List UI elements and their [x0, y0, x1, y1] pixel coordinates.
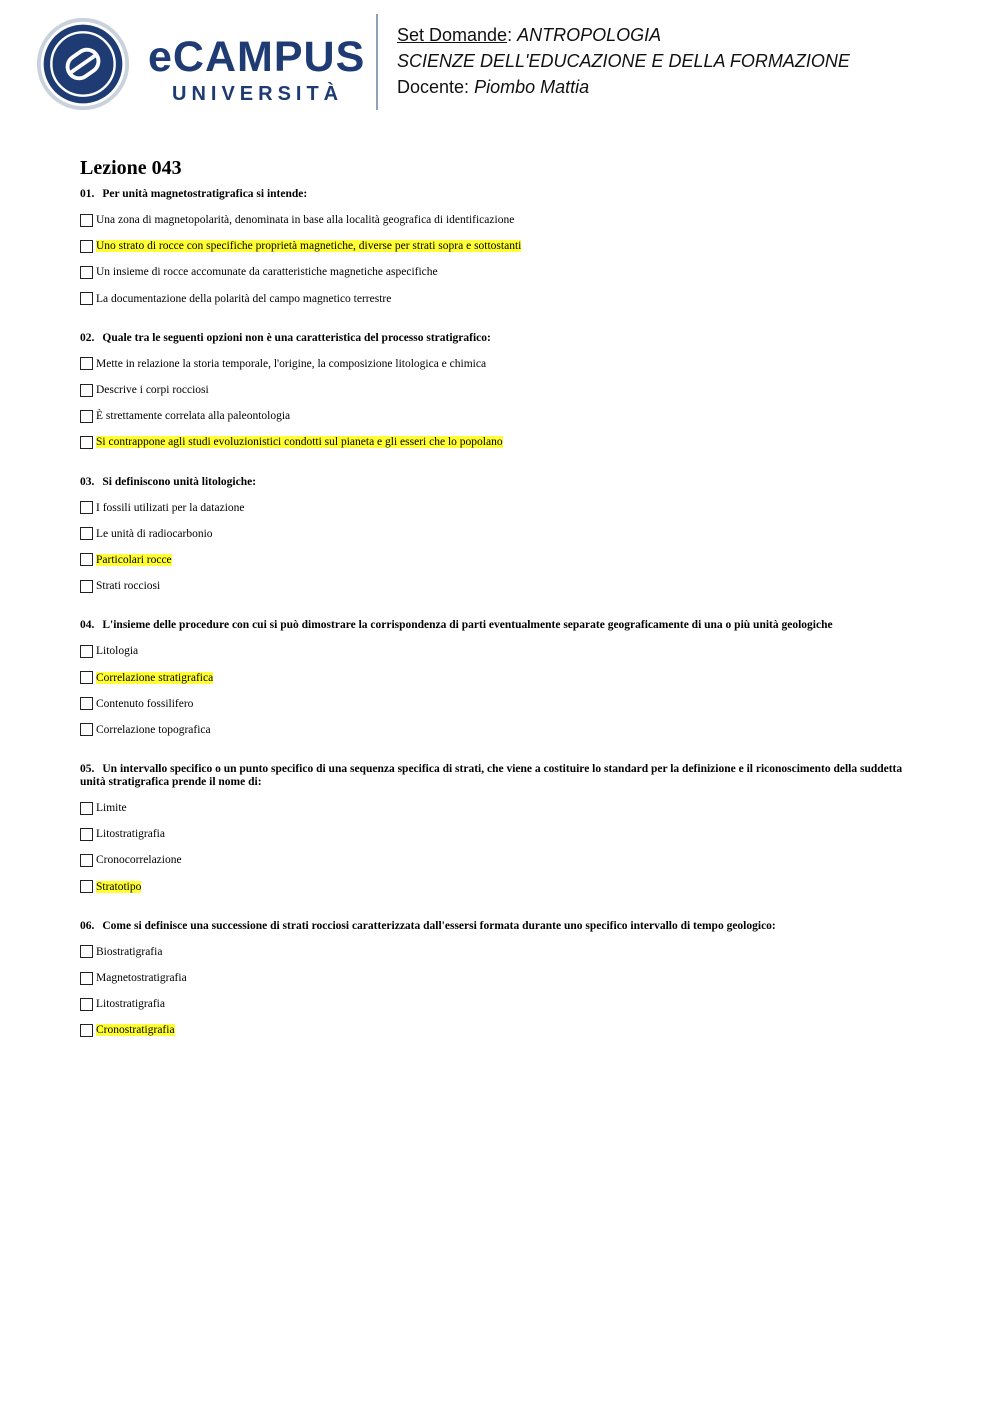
question-block	[80, 920, 920, 1044]
question-prompt: Per unità magnetostratigrafica si intende:	[102, 188, 308, 200]
answer-option[interactable]	[80, 991, 920, 1017]
answer-option[interactable]	[80, 377, 920, 403]
answer-label-highlighted: Correlazione stratigrafica	[96, 671, 214, 684]
answer-checkbox[interactable]	[80, 645, 93, 658]
answer-option[interactable]	[80, 1017, 920, 1043]
answer-label: È strettamente correlata alla paleontologia	[96, 410, 291, 423]
answer-label: Litologia	[96, 645, 139, 658]
answer-checkbox[interactable]	[80, 240, 93, 253]
question-prompt: Quale tra le seguenti opzioni non è una caratteristica del processo stratigrafico:	[102, 331, 491, 344]
quiz-content	[80, 156, 920, 1064]
answer-option[interactable]	[80, 638, 920, 664]
answer-label: Strati rocciosi	[96, 580, 161, 593]
logo-subtitle: UNIVERSITÀ	[172, 83, 344, 105]
answer-label-highlighted: Uno strato di rocce con specifiche proprietà magnetiche, diverse per strati sopra e sottostanti	[96, 240, 522, 253]
answer-label-highlighted: Particolari rocce	[96, 553, 172, 566]
answer-option[interactable]	[80, 521, 920, 547]
answer-label: Biostratigrafia	[96, 945, 163, 958]
answer-checkbox[interactable]	[80, 972, 93, 985]
answer-checkbox[interactable]	[80, 553, 93, 566]
answer-label-highlighted: Si contrappone agli studi evoluzionistici condotti sul pianeta e gli esseri che lo popolano	[96, 436, 503, 449]
answer-checkbox[interactable]	[80, 501, 93, 514]
question-number: 05.	[80, 763, 95, 775]
question-number: 02.	[80, 331, 95, 344]
set-value: ANTROPOLOGIA	[517, 25, 662, 45]
teacher-name: Piombo Mattia	[474, 77, 590, 97]
answer-option[interactable]	[80, 573, 920, 599]
answer-option[interactable]	[80, 939, 920, 965]
ecampus-emblem-icon	[35, 16, 131, 112]
question-list	[80, 188, 920, 1044]
answer-checkbox[interactable]	[80, 410, 93, 423]
answer-label: Limite	[96, 802, 127, 815]
answer-option[interactable]	[80, 351, 920, 377]
answer-label: Correlazione topografica	[96, 723, 211, 736]
question-text	[80, 763, 920, 789]
question-text	[80, 332, 920, 345]
answer-checkbox[interactable]	[80, 854, 93, 867]
answer-option[interactable]	[80, 429, 920, 455]
question-prompt: Un intervallo specifico o un punto specifico di una sequenza specifica di strati, che viene a costituire lo standard per la definizione e il riconoscimento della suddetta unità stratigrafica prende il nome di:	[80, 763, 903, 788]
question-text	[80, 188, 920, 201]
answer-label: Una zona di magnetopolarità, denominata in base alla località geografica di identificazione	[96, 214, 515, 227]
answer-checkbox[interactable]	[80, 214, 93, 227]
question-block	[80, 188, 920, 312]
answer-checkbox[interactable]	[80, 828, 93, 841]
answer-label-highlighted: Cronostratigrafia	[96, 1024, 175, 1037]
lesson-title: Lezione 043	[80, 157, 182, 179]
logo-wordmark: eCAMPUS	[148, 33, 366, 81]
answer-checkbox[interactable]	[80, 1024, 93, 1037]
answer-option[interactable]	[80, 717, 920, 743]
answer-checkbox[interactable]	[80, 671, 93, 684]
answer-checkbox[interactable]	[80, 384, 93, 397]
answer-label: I fossili utilizati per la datazione	[96, 501, 245, 514]
answer-checkbox[interactable]	[80, 580, 93, 593]
teacher-line	[397, 74, 850, 100]
answer-label: Un insieme di rocce accomunate da caratteristiche magnetiche aspecifiche	[96, 266, 438, 279]
question-prompt: Come si definisce una successione di strati rocciosi caratterizzata dall'essersi formata durante uno specifico intervallo di tempo geologico:	[102, 919, 776, 932]
question-block	[80, 476, 920, 600]
question-text	[80, 920, 920, 933]
question-prompt: Si definiscono unità litologiche:	[102, 475, 257, 488]
answer-label: Contenuto fossilifero	[96, 697, 194, 710]
answer-checkbox[interactable]	[80, 357, 93, 370]
question-block	[80, 332, 920, 456]
answer-label-highlighted: Stratotipo	[96, 880, 142, 893]
answer-checkbox[interactable]	[80, 436, 93, 449]
answer-checkbox[interactable]	[80, 527, 93, 540]
question-text	[80, 476, 920, 489]
answer-checkbox[interactable]	[80, 697, 93, 710]
answer-checkbox[interactable]	[80, 802, 93, 815]
answer-checkbox[interactable]	[80, 880, 93, 893]
answer-option[interactable]	[80, 286, 920, 312]
answer-option[interactable]	[80, 259, 920, 285]
header-divider	[376, 14, 378, 110]
question-text	[80, 619, 920, 632]
answer-checkbox[interactable]	[80, 998, 93, 1011]
answer-option[interactable]	[80, 821, 920, 847]
answer-option[interactable]	[80, 874, 920, 900]
teacher-label: Docente:	[397, 77, 470, 97]
answer-option[interactable]	[80, 664, 920, 690]
answer-option[interactable]	[80, 403, 920, 429]
answer-option[interactable]	[80, 795, 920, 821]
answer-option[interactable]	[80, 233, 920, 259]
question-number: 04.	[80, 619, 95, 632]
answer-label: Magnetostratigrafia	[96, 972, 187, 985]
answer-label: La documentazione della polarità del campo magnetico terrestre	[96, 292, 392, 305]
answer-label: Mette in relazione la storia temporale, l'origine, la composizione litologica e chimica	[96, 357, 487, 370]
answer-label: Litostratigrafia	[96, 998, 165, 1011]
answer-checkbox[interactable]	[80, 723, 93, 736]
answer-option[interactable]	[80, 691, 920, 717]
set-label: Set Domande	[397, 25, 508, 45]
answer-option[interactable]	[80, 495, 920, 521]
page-header	[0, 0, 1000, 130]
question-prompt: L'insieme delle procedure con cui si può dimostrare la corrispondenza di parti eventualmente separate geograficamente di una o più unità geologiche	[102, 619, 833, 632]
question-number: 03.	[80, 475, 95, 488]
answer-label: Le unità di radiocarbonio	[96, 527, 213, 540]
set-line: Set Domande: ANTROPOLOGIA	[397, 25, 662, 45]
answer-option[interactable]	[80, 207, 920, 233]
answer-checkbox[interactable]	[80, 945, 93, 958]
answer-option[interactable]	[80, 547, 920, 573]
question-block	[80, 619, 920, 743]
question-number: 06.	[80, 919, 95, 932]
course-name: SCIENZE DELL'EDUCAZIONE E DELLA FORMAZIONE	[397, 51, 850, 71]
answer-checkbox[interactable]	[80, 266, 93, 279]
question-block	[80, 763, 920, 900]
course-info	[397, 22, 850, 100]
answer-option[interactable]	[80, 965, 920, 991]
answer-option[interactable]	[80, 847, 920, 873]
question-number: 01.	[80, 188, 95, 200]
answer-checkbox[interactable]	[80, 292, 93, 305]
answer-label: Cronocorrelazione	[96, 854, 182, 867]
answer-label: Descrive i corpi rocciosi	[96, 384, 209, 397]
answer-label: Litostratigrafia	[96, 828, 165, 841]
